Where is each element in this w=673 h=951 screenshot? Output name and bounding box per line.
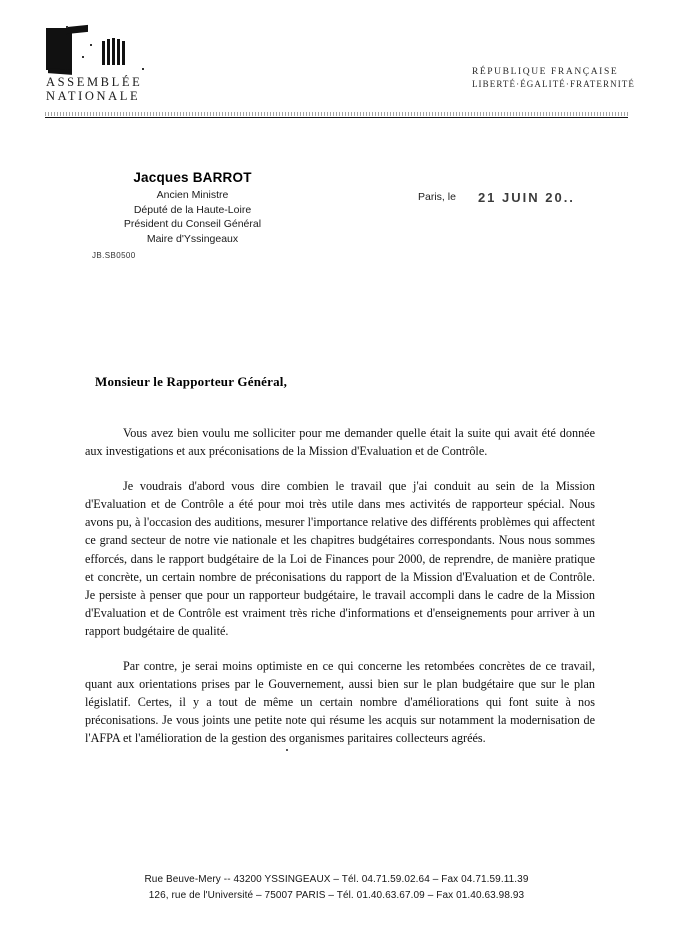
republic-line-2: LIBERTÉ·ÉGALITÉ·FRATERNITÉ (471, 79, 635, 89)
body-paragraph: Vous avez bien voulu me solliciter pour me demander quelle était la suite qui avait été donnée aux investigations et aux préconisations de la Mission d'Evaluation et de Contrôle. (85, 426, 595, 459)
assemblee-nationale-logo (46, 26, 306, 103)
sender-title-1: Ancien Ministre (156, 189, 229, 201)
columns-icon (102, 38, 125, 65)
column-bar (107, 39, 110, 65)
reference-code: JB.SB0500 (92, 251, 136, 260)
scan-speck (142, 68, 144, 70)
flag-icon (46, 28, 72, 70)
column-bar (122, 41, 125, 65)
header-divider (45, 117, 628, 118)
scan-speck (82, 56, 84, 58)
date-stamp: 21 JUIN 20.. (477, 190, 575, 205)
republic-line-1: RÉPUBLIQUE FRANÇAISE (471, 67, 619, 77)
footer-line-1: Rue Beuve-Mery -- 43200 YSSINGEAUX – Tél. 04.71.59.02.64 – Fax 04.71.59.11.39 (144, 874, 529, 885)
column-bar (117, 39, 120, 65)
logo-mark (46, 26, 226, 72)
footer-address (0, 872, 673, 904)
scan-artifact-dot (286, 749, 288, 751)
scan-speck (66, 26, 68, 28)
date-city-label: Paris, le (418, 191, 456, 203)
footer-line-2: 126, rue de l'Université – 75007 PARIS – Tél. 01.40.63.67.09 – Fax 01.40.63.98.93 (148, 890, 525, 901)
institution-name (46, 75, 306, 103)
sender-block (60, 170, 325, 246)
sender-title-2: Député de la Haute-Loire (133, 203, 252, 216)
letterhead (0, 0, 673, 128)
institution-line-2: NATIONALE (46, 89, 141, 103)
column-bar (112, 38, 115, 65)
sender-name: Jacques BARROT (133, 170, 252, 185)
sender-title-3: Président du Conseil Général (123, 218, 262, 230)
date-line (418, 188, 575, 203)
scan-noise-band (45, 112, 628, 116)
institution-line-1: ASSEMBLÉE (46, 75, 143, 89)
sender-title-4: Maire d'Yssingeaux (146, 232, 239, 245)
body-paragraph: Par contre, je serai moins optimiste en ce qui concerne les retombées concrètes de ce travail, quant aux orientations prises par le Gouvernement, aussi bien sur le plan budgétaire que sur le plan législatif. Certes, il y a tout de même un certain nombre d'améliorations qui font suite à nos préconisations. Je vous joints une petite note qui résume les acquis sur notamment la modernisation de l'AFPA et l'amélioration de la gestion des organismes paritaires collecteurs agréés. (85, 659, 595, 746)
republic-motto (472, 66, 635, 90)
body-paragraph: Je voudrais d'abord vous dire combien le travail que j'ai conduit au sein de la Mission d'Evaluation et de Contrôle a été pour moi très utile dans mes activités de rapporteur spécial. Nous avons pu, à l'occasion des auditions, mesurer l'importance relative des différents problèmes qui affectent ce grand secteur de notre vie nationale et les chapitres budgétaires correspondants. Nous nous sommes efforcés, dans le rapport budgétaire de la Loi de Finances pour 2000, de reprendre, de manière pratique et concrète, un certain nombre de préconisations du rapport de la Mission d'Evaluation et de Contrôle. Je persiste à penser que pour un rapporteur budgétaire, le travail accompli dans le cadre de la Mission d'Evaluation et de Contrôle est vraiment très riche d'informations et d'enseignements pour arriver à un rapport budgétaire de qualité. (85, 479, 595, 638)
scan-speck (90, 44, 92, 46)
salutation: Monsieur le Rapporteur Général, (95, 374, 288, 389)
column-bar (102, 41, 105, 65)
letter-body (85, 424, 595, 765)
